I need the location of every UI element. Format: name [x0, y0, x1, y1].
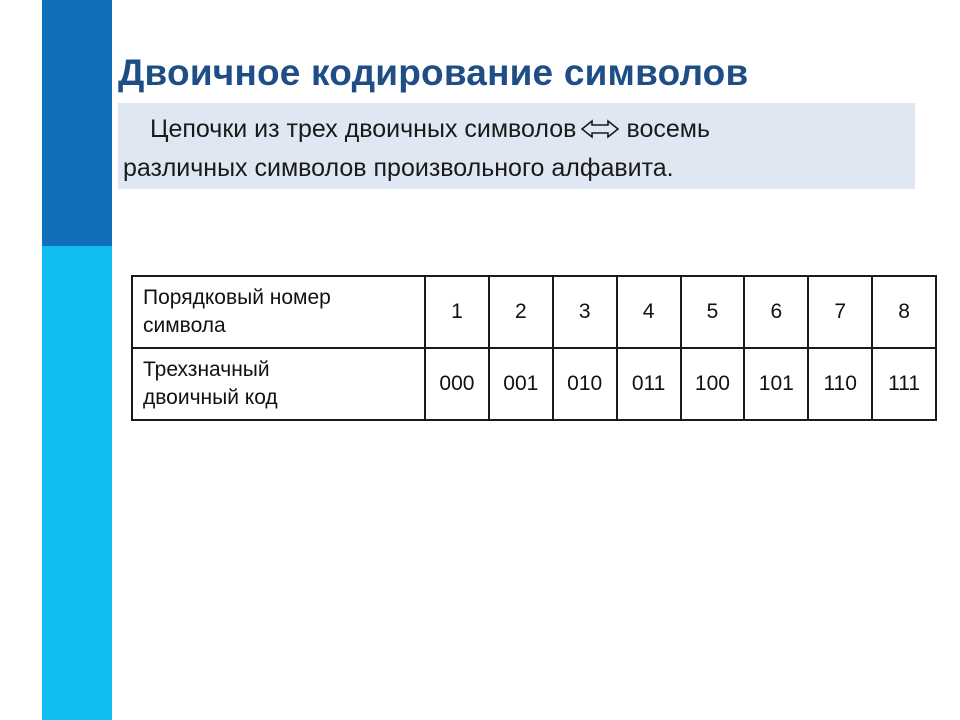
- double-arrow-icon: [580, 117, 620, 146]
- number-cell: 6: [744, 276, 808, 348]
- table-row-numbers: [132, 276, 936, 348]
- row-header-code-line2: двоичный код: [143, 386, 278, 409]
- code-cell: 001: [489, 348, 553, 420]
- number-cell: 7: [808, 276, 872, 348]
- row-header-code-line1: Трехзначный: [143, 358, 270, 381]
- number-cell: 1: [425, 276, 489, 348]
- row-header-code: [132, 348, 425, 420]
- code-cell: 101: [744, 348, 808, 420]
- number-cell: 3: [553, 276, 617, 348]
- accent-bar-top: [42, 0, 112, 246]
- subtitle-line-2: различных символов произвольного алфавита.: [123, 154, 674, 182]
- subtitle-text-end: восемь: [626, 115, 710, 143]
- number-cell: 5: [681, 276, 745, 348]
- accent-bar-bottom: [42, 246, 112, 720]
- number-cell: 8: [872, 276, 936, 348]
- subtitle-text-start: Цепочки из трех двоичных символов: [150, 115, 577, 143]
- code-cell: 010: [553, 348, 617, 420]
- number-cell: 4: [617, 276, 681, 348]
- number-cell: 2: [489, 276, 553, 348]
- row-header-number-line2: символа: [143, 314, 226, 337]
- subtitle-line-1: [150, 115, 710, 146]
- subtitle-box: [118, 103, 915, 189]
- slide-title: Двоичное кодирование символов: [118, 52, 749, 93]
- code-cell: 111: [872, 348, 936, 420]
- code-cell: 011: [617, 348, 681, 420]
- row-header-number-line1: Порядковый номер: [143, 286, 331, 309]
- row-header-number: [132, 276, 425, 348]
- code-cell: 000: [425, 348, 489, 420]
- binary-code-table: [131, 275, 937, 421]
- table-row-codes: [132, 348, 936, 420]
- code-cell: 110: [808, 348, 872, 420]
- code-cell: 100: [681, 348, 745, 420]
